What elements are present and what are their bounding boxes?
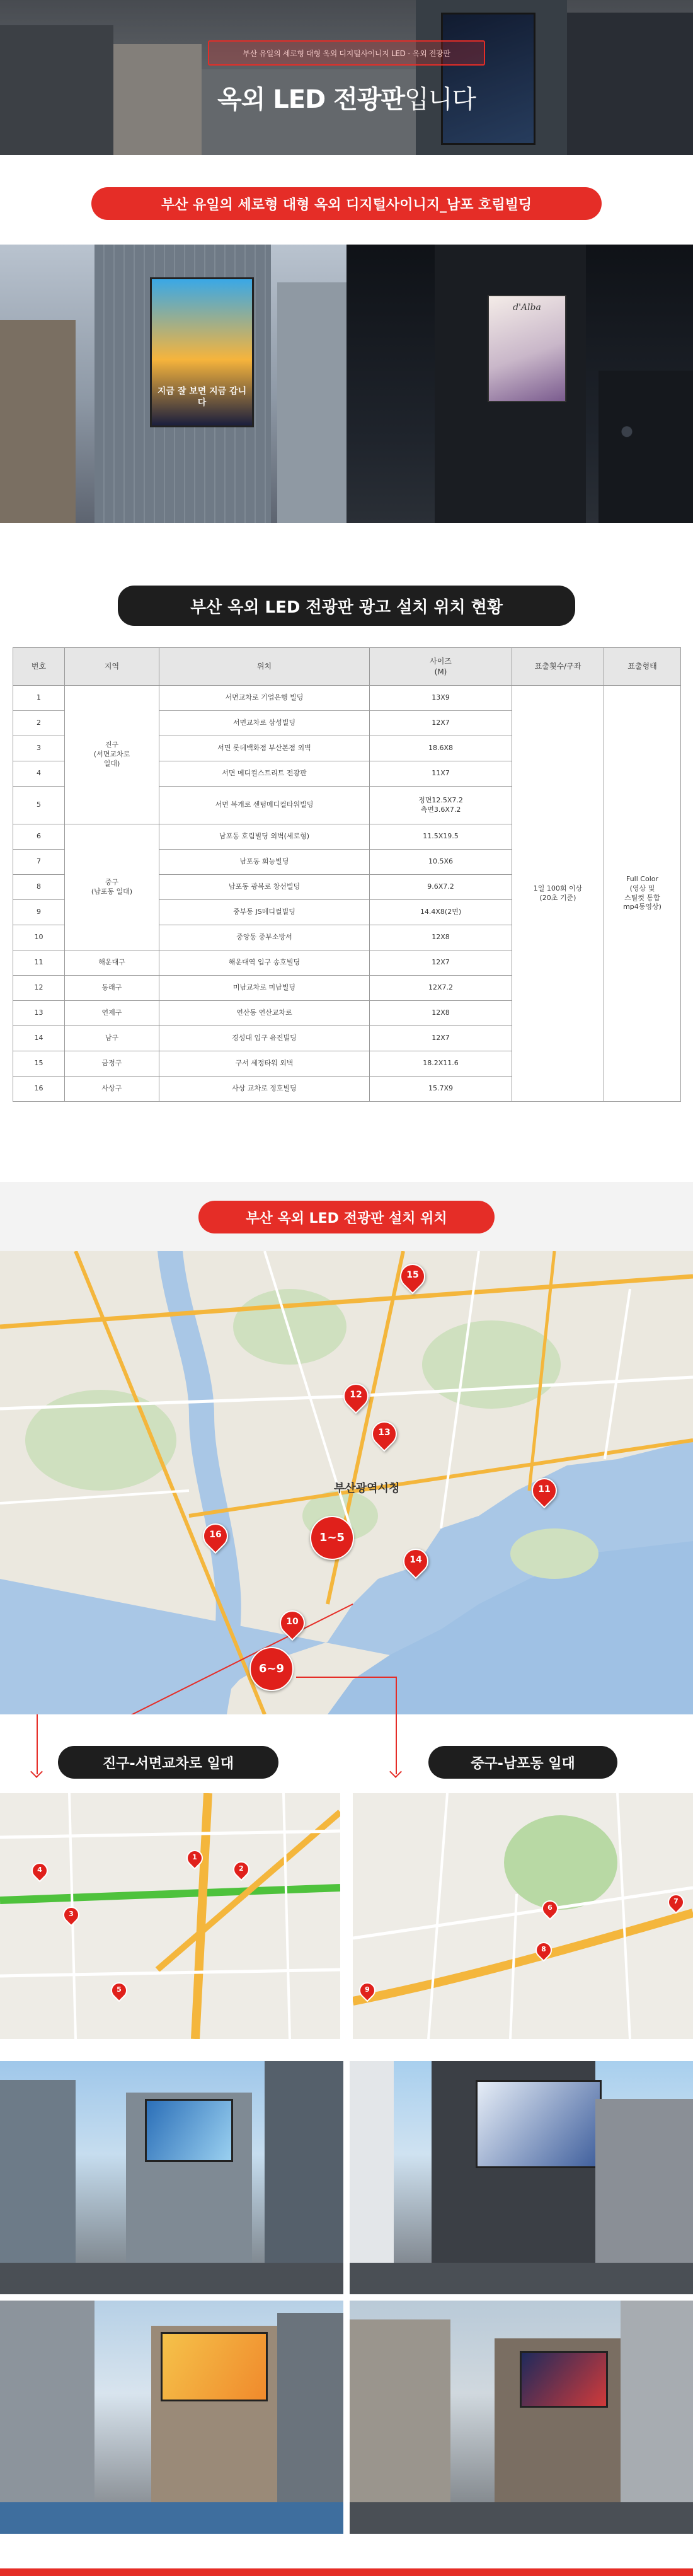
hero-tag: 부산 유일의 세로형 대형 옥외 디지털사이니지 LED - 옥외 전광판: [208, 40, 485, 66]
map-pin-icon[interactable]: 2: [233, 1861, 249, 1883]
section-pill-map: 부산 옥외 LED 전광판 설치 위치: [198, 1201, 495, 1233]
map-pin-icon[interactable]: 12: [343, 1383, 369, 1416]
detail-title-junggu: 중구-남포동 일대: [428, 1746, 617, 1779]
table-row: 1 진구 (서면교차로 일대) 서면교차로 기업은행 빌딩 13X9 1일 100회 이상 (20초 기준) Full Color (영상 및 스틸컷 통합 mp4동영상): [13, 686, 681, 711]
map-pin-icon[interactable]: 5: [111, 1982, 127, 2004]
map-pin-icon[interactable]: 7: [668, 1894, 684, 1915]
th-no: 번호: [13, 648, 65, 686]
table-row: 3 서면 롯데백화점 부산본점 외벽 18.6X8: [13, 736, 681, 761]
region-junggu: 중구 (남포동 일대): [65, 824, 159, 950]
photo-nampo-1: [0, 2301, 343, 2534]
page-title: 옥외 LED 전광판입니다: [217, 85, 476, 114]
photo-seomyeon-2: [350, 2061, 693, 2294]
map-pin-icon[interactable]: 15: [400, 1264, 425, 1297]
arrow-down-icon: [396, 1677, 397, 1774]
th-size: 사이즈 (M): [370, 648, 512, 686]
table-row: 13 연제구 연산동 연산교차로 12X8: [13, 1001, 681, 1026]
table-row: 9 중부동 JS메디컬빌딩 14.4X8(2면): [13, 900, 681, 925]
map-pin-icon[interactable]: 10: [280, 1610, 305, 1643]
busan-map[interactable]: [0, 1251, 693, 1714]
detail-map-jingu[interactable]: [0, 1793, 340, 2039]
table-header-row: [13, 648, 681, 686]
th-region: 지역: [65, 648, 159, 686]
map-pin-icon[interactable]: 16: [203, 1523, 228, 1556]
table-row: 4 서면 메디컬스트리트 전광판 11X7: [13, 761, 681, 787]
format-cell: Full Color (영상 및 스틸컷 통합 mp4동영상): [604, 686, 681, 1102]
map-pin-icon[interactable]: 13: [372, 1421, 397, 1454]
city-hall-label: 부산광역시청: [334, 1482, 400, 1495]
region-jingu: 진구 (서면교차로 일대): [65, 686, 159, 824]
table-row: 2 서면교차로 삼성빌딩 12X7: [13, 711, 681, 736]
table-row: 11 해운대구 해운대역 입구 송호빌딩 12X7: [13, 950, 681, 976]
th-frequency: 표출횟수/구좌: [512, 648, 604, 686]
led-screen-night: d'Alba: [488, 295, 566, 402]
hero-banner: [0, 0, 693, 155]
map-pin-icon[interactable]: 11: [532, 1478, 557, 1511]
photo-nampo-2: [350, 2301, 693, 2534]
table-row: 6 중구 (남포동 일대) 남포동 호림빌딩 외벽(세로형) 11.5X19.5: [13, 824, 681, 850]
map-pin-icon[interactable]: 6: [542, 1900, 558, 1922]
photo-hoorim-day: [0, 245, 346, 523]
led-screen-vertical: 지금 잘 보면 지금 갑니다: [150, 277, 254, 427]
map-pin-icon[interactable]: 14: [403, 1549, 428, 1581]
photo-hoorim-night: [346, 245, 693, 523]
map-pin-icon[interactable]: 9: [359, 1982, 375, 2004]
map-pin-group-jingu[interactable]: 1~5: [310, 1516, 354, 1560]
map-pin-group-junggu[interactable]: 6~9: [249, 1647, 294, 1691]
th-location: 위치: [159, 648, 370, 686]
table-row: 16 사상구 사상 교차로 정호빌딩 15.7X9: [13, 1077, 681, 1102]
section-pill-hoorim: 부산 유일의 세로형 대형 옥외 디지털사이니지_남포 호림빌딩: [91, 187, 602, 220]
map-pin-icon[interactable]: 3: [63, 1907, 79, 1928]
map-pin-icon[interactable]: 4: [32, 1863, 48, 1884]
table-row: 15 금정구 구서 세정타워 외벽 18.2X11.6: [13, 1051, 681, 1077]
freq-cell: 1일 100회 이상 (20초 기준): [512, 686, 604, 1102]
table-row: 10 중앙동 중부소방서 12X8: [13, 925, 681, 950]
detail-title-jingu: 진구-서면교차로 일대: [58, 1746, 278, 1779]
table-row: 12 동래구 미남교차로 미남빌딩 12X7.2: [13, 976, 681, 1001]
section-pill-status: 부산 옥외 LED 전광판 광고 설치 위치 현황: [118, 586, 575, 626]
map-pin-icon[interactable]: 1: [186, 1850, 203, 1871]
map-pin-icon[interactable]: 8: [536, 1942, 552, 1963]
th-format: 표출형태: [604, 648, 681, 686]
table-row: 14 남구 경성대 입구 유진빌딩 12X7: [13, 1026, 681, 1051]
detail-map-junggu[interactable]: [353, 1793, 693, 2039]
table-row: 7 남포동 회능빌딩 10.5X6: [13, 850, 681, 875]
table-row: 5 서면 복개로 센텀메디컬타워빌딩 정면12.5X7.2 측면3.6X7.2: [13, 787, 681, 824]
photo-seomyeon-1: [0, 2061, 343, 2294]
location-table: [13, 647, 680, 1102]
table-row: 8 남포동 광복로 창선빌딩 9.6X7.2: [13, 875, 681, 900]
footer-accent-bar: [0, 2568, 693, 2576]
